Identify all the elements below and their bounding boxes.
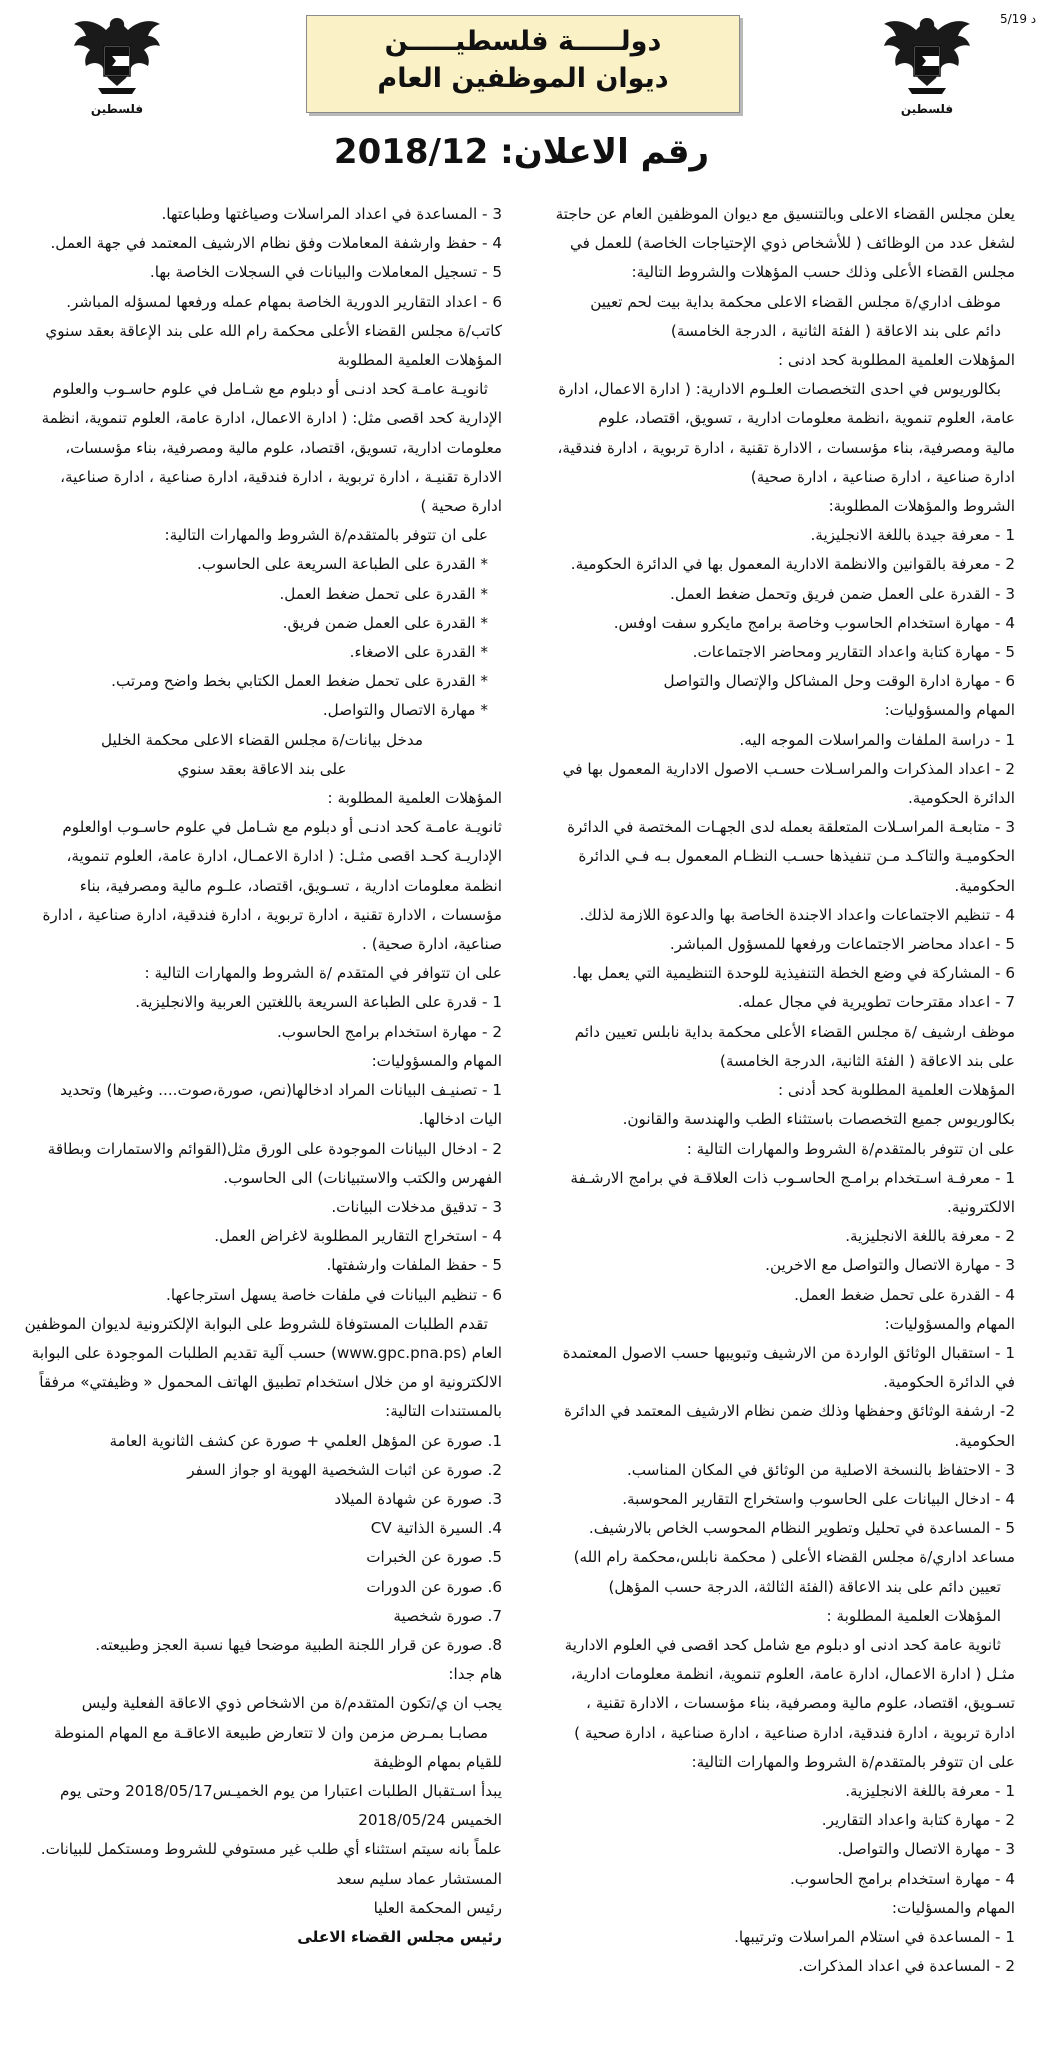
- announcement-number: رقم الاعلان: 2018/12: [333, 132, 710, 172]
- text-line: معلومات ادارية، تسويق، اقتصاد، علوم مالية ومصرفية، بناء مؤسسات،: [65, 438, 502, 457]
- text-line: 3 - مهارة الاتصال والتواصل مع الاخرين.: [765, 1256, 1015, 1275]
- text-line: الحكوميـة والتاكـد مـن تنفيذها حسـب النظـام المعمول بـه فـي الدائرة: [578, 847, 1015, 866]
- text-line: المهام والمسؤوليات:: [884, 1314, 1015, 1333]
- text-line: 7 - اعداد مقترحات تطويرية في مجال عمله.: [737, 993, 1015, 1012]
- text-line: المؤهلات العلمية المطلوبة: [337, 351, 502, 370]
- text-line: 2 - معرفة بالقوانين والانظمة الادارية المعمول بها في الدائرة الحكومية.: [570, 555, 1015, 574]
- text-line: رئيس المحكمة العليا: [373, 1898, 502, 1917]
- text-line: 6. صورة عن الدورات: [366, 1577, 502, 1596]
- text-line: ثانويـة عامـة كحد ادنـى أو دبلوم مع شـامل في علوم حاسـوب اوالعلوم: [62, 818, 502, 837]
- text-line: تعيين دائم على بند الاعاقة (الفئة الثالثة، الدرجة حسب المؤهل): [608, 1577, 1001, 1596]
- text-line: صناعية، ادارة صحية) .: [362, 935, 502, 954]
- text-line: مساعد اداري/ة مجلس القضاء الأعلى ( محكمة نابلس،محكمة رام الله): [573, 1548, 1015, 1567]
- text-line: على ان تتوافر في المتقدم /ة الشروط والمهارات التالية :: [144, 964, 502, 983]
- text-line: 4 - ادخال البيانات على الحاسوب واستخراج التقارير المحوسبة.: [622, 1489, 1015, 1508]
- text-line: 1 - معرفة باللغة الانجليزية.: [845, 1781, 1015, 1800]
- text-line: 1 - معرفة جيدة باللغة الانجليزية.: [810, 526, 1015, 545]
- text-line: * القدرة على تحمل ضغط العمل الكتابي بخط واضح ومرتب.: [111, 672, 488, 691]
- text-line: * القدرة على الطباعة السريعة على الحاسوب.: [196, 555, 488, 574]
- text-line: 2. صورة عن اثبات الشخصية الهوية او جواز السفر: [187, 1460, 502, 1479]
- text-line: مصابـا بمـرض مزمن وان لا تتعارض طبيعة الاعاقـة مع المهام المنوطة: [53, 1723, 488, 1742]
- right-column: [535, 200, 1015, 1981]
- text-line: 6 - المشاركة في وضع الخطة التنفيذية للوحدة التنظيمية التي يعمل بها.: [572, 964, 1015, 983]
- text-line: 4. السيرة الذاتية CV: [370, 1519, 502, 1538]
- text-line: * القدرة على العمل ضمن فريق.: [282, 613, 488, 632]
- text-line: المؤهلات العلمية المطلوبة :: [826, 1606, 1001, 1625]
- text-line: 1 - دراسة الملفات والمراسلات الموجه اليه.: [739, 730, 1015, 749]
- text-line: الدائرة الحكومية.: [907, 789, 1015, 808]
- text-line: 1 - تصنيـف البيانات المراد ادخالها(نص، صورة،صوت.... وغيرها) وتحديد: [60, 1081, 502, 1100]
- text-line: موظف ارشيف /ة مجلس القضاء الأعلى محكمة بداية نابلس تعيين دائم: [574, 1022, 1015, 1041]
- text-line: 2 - المساعدة في اعداد المذكرات.: [798, 1957, 1015, 1976]
- text-line: رئيس مجلس القضاء الاعلى: [297, 1927, 502, 1946]
- text-line: في الدائرة الحكومية.: [883, 1373, 1015, 1392]
- text-line: يعلن مجلس القضاء الاعلى وبالتنسيق مع ديوان الموظفين العام عن حاجتة: [555, 205, 1015, 223]
- text-line: 5 - المساعدة في تحليل وتطوير النظام المحوسب الخاص بالارشيف.: [588, 1519, 1015, 1538]
- text-line: 5 - مهارة كتابة واعداد التقارير ومحاضر الاجتماعات.: [692, 643, 1015, 662]
- text-line: مالية ومصرفية، بناء مؤسسات ، الادارة تقنية ، ادارة تربوية ، ادارة فندقية،: [557, 438, 1015, 457]
- text-line: عامة، العلوم تنموية ،انظمة معلومات ادارية ، تسويق، اقتصاد، علوم: [598, 409, 1015, 428]
- text-line: الحكومية.: [954, 876, 1015, 895]
- text-line: * القدرة على الاصغاء.: [349, 643, 488, 662]
- text-line: 6 - تنظيم البيانات في ملفات خاصة يسهل استرجاعها.: [166, 1285, 502, 1304]
- text-line: ادارة صناعية ، ادارة صناعية ، ادارة صحية): [750, 467, 1015, 486]
- text-line: كاتب/ة مجلس القضاء الأعلى محكمة رام الله على بند الإعاقة بعقد سنوي: [45, 321, 502, 340]
- text-line: 6 - مهارة ادارة الوقت وحل المشاكل والإتصال والتواصل: [663, 672, 1015, 691]
- text-line: 5 - تسجيل المعاملات والبيانات في السجلات الخاصة بها.: [149, 263, 502, 282]
- text-line: 2 - ادخال البيانات الموجودة على الورق مثل(القوائم والاستمارات وبطاقة: [47, 1139, 502, 1158]
- text-line: 4 - مهارة استخدام الحاسوب وخاصة برامج مايكرو سفت اوفس.: [613, 613, 1015, 632]
- text-line: 4 - تنظيم الاجتماعات واعداد الاجندة الخاصة بها والدعوة اللازمة لذلك.: [579, 905, 1015, 924]
- text-line: للقيام بمهام الوظيفة: [373, 1752, 502, 1771]
- text-line: 3 - متابعـة المراسـلات المتعلقة بعمله لدى الجهـات المختصة في الدائرة: [567, 818, 1015, 837]
- text-line: 8. صورة عن قرار اللجنة الطبية موضحا فيها نسبة العجز وطبيعته.: [95, 1635, 502, 1654]
- text-line: على ان تتوفر بالمتقدم/ة الشروط والمهارات التالية:: [164, 526, 488, 545]
- text-line: * مهارة الاتصال والتواصل.: [322, 701, 488, 720]
- text-line: 3 - الاحتفاظ بالنسخة الاصلية من الوثائق في المكان المناسب.: [626, 1460, 1015, 1479]
- text-line: 4 - حفظ وارشفة المعاملات وفق نظام الارشيف المعتمد في جهة العمل.: [50, 234, 502, 253]
- text-line: الإداريـة كحـد اقصى مثـل: ( ادارة الاعمـال، ادارة عامة، العلوم تنموية،: [66, 847, 502, 866]
- text-line: الخميس 2018/05/24: [358, 1811, 502, 1830]
- text-line: 3 - مهارة الاتصال والتواصل.: [837, 1840, 1015, 1859]
- text-line: 3 - المساعدة في اعداد المراسلات وصياغتها وطباعتها.: [161, 205, 502, 223]
- text-line: الالكترونية.: [947, 1197, 1015, 1216]
- text-line: 2 - مهارة استخدام برامج الحاسوب.: [276, 1022, 502, 1041]
- text-line: ادارة تربوية ، ادارة فندقية، ادارة صناعية ، ادارة صناعية ، ادارة صحية ): [574, 1723, 1015, 1742]
- text-line: مثـل ( ادارة الاعمال، ادارة عامة، العلوم تنموية، انظمة معلومات ادارية،: [570, 1665, 1015, 1684]
- text-line: الشروط والمؤهلات المطلوبة:: [828, 497, 1015, 516]
- text-line: دائم على بند الاعاقة ( الفئة الثانية ، الدرجة الخامسة): [670, 321, 1001, 340]
- text-line: 1. صورة عن المؤهل العلمي + صورة عن كشف الثانوية العامة: [109, 1431, 502, 1450]
- text-line: بكالوريوس في احدى التخصصات العلـوم الادارية: ( ادارة الاعمال، ادارة: [558, 380, 1001, 399]
- text-line: 4 - استخراج التقارير المطلوبة لاغراض العمل.: [214, 1227, 502, 1246]
- state-name: دولـــــة فلسطيـــــن: [384, 26, 662, 57]
- palestine-emblem-left: [68, 8, 166, 116]
- text-line: الإدارية كحد اقصى مثل: ( ادارة الاعمال، ادارة عامة، العلوم تنموية، انظمة: [41, 409, 502, 428]
- emblem-caption: فلسطين: [900, 102, 954, 116]
- palestine-emblem-right: [878, 8, 976, 116]
- text-line: موظف اداري/ة مجلس القضاء الاعلى محكمة بداية بيت لحم تعيين: [590, 292, 1001, 311]
- text-line: ثانويـة عامـة كحد ادنـى أو دبلوم مع شـامل في علوم حاسـوب والعلوم: [52, 380, 488, 399]
- text-line: 5 - حفظ الملفات وارشفتها.: [326, 1256, 502, 1275]
- text-line: 4 - مهارة استخدام برامج الحاسوب.: [789, 1869, 1015, 1888]
- text-line: المستشار عماد سليم سعد: [336, 1869, 502, 1888]
- text-line: مجلس القضاء الأعلى وذلك حسب المؤهلات والشروط التالية:: [631, 263, 1015, 282]
- text-line: يجب ان ي/تكون المتقدم/ة من الاشخاص ذوي الاعاقة الفعلية وليس: [81, 1694, 502, 1713]
- bureau-name: ديوان الموظفين العام: [377, 63, 669, 94]
- text-line: الفهرس والكتب والاستبيانات) الى الحاسوب.: [223, 1168, 502, 1187]
- text-line: * القدرة على تحمل ضغط العمل.: [279, 584, 488, 603]
- text-line: المؤهلات العلمية المطلوبة :: [327, 789, 502, 808]
- text-line: على ان تتوفر بالمتقدم/ة الشروط والمهارات التالية :: [686, 1139, 1015, 1158]
- text-line: علماً بانه سيتم استثناء أي طلب غير مستوفي للشروط ومستكمل للبيانات.: [40, 1840, 502, 1859]
- text-line: 2 - مهارة كتابة واعداد التقارير.: [821, 1811, 1015, 1830]
- text-line: هام جدا:: [448, 1665, 502, 1684]
- text-line: المؤهلات العلمية المطلوبة كحد أدنى :: [777, 1081, 1015, 1100]
- left-column: [22, 200, 502, 1952]
- text-line: مدخل بيانات/ة مجلس القضاء الاعلى محكمة الخليل: [100, 730, 424, 749]
- eagle-emblem-icon: [68, 8, 166, 100]
- text-line: 1 - المساعدة في استلام المراسلات وترتيبها.: [734, 1927, 1015, 1946]
- text-line: 3. صورة عن شهادة الميلاد: [334, 1489, 502, 1508]
- text-line: 2 - معرفة باللغة الانجليزية.: [845, 1227, 1015, 1246]
- text-line: العام (www.gpc.pna.ps) حسب آلية تقديم الطلبات الموجودة على البوابة: [31, 1343, 502, 1362]
- text-line: 6 - اعداد التقارير الدورية الخاصة بمهام عمله ورفعها لمسؤله المباشر.: [66, 292, 502, 311]
- text-line: تقدم الطلبات المستوفاة للشروط على البوابة الإلكترونية لديوان الموظفين: [24, 1314, 488, 1333]
- text-line: المهام والمسؤوليات:: [371, 1051, 502, 1070]
- text-line: لشغل عدد من الوظائف ( للأشخاص ذوي الإحتياجات الخاصة) للعمل في: [569, 234, 1015, 253]
- text-line: اليات ادخالها.: [418, 1110, 502, 1129]
- text-line: 1 - استقبال الوثائق الواردة من الارشيف وتبويبها حسب الاصول المعتمدة: [562, 1343, 1015, 1362]
- emblem-caption: فلسطين: [90, 102, 144, 116]
- text-line: على ان تتوفر بالمتقدم/ة الشروط والمهارات التالية:: [691, 1752, 1015, 1771]
- text-line: 2 - اعداد المذكرات والمراسـلات حسـب الاصول الادارية المعمول بها في: [562, 759, 1015, 778]
- text-line: تسـويق، اقتصاد، علوم مالية ومصرفية، بناء مؤسسات ، الادارة تقنية ،: [586, 1694, 1015, 1713]
- page-reference: 5/19 د: [1000, 12, 1037, 26]
- text-line: 1 - معرفـة اسـتخدام برامـج الحاسـوب ذات العلاقـة في برامج الارشـفة: [570, 1168, 1015, 1187]
- text-line: ثانوية عامة كحد ادنى او دبلوم مع شامل كحد اقصى في العلوم الادارية: [564, 1635, 1001, 1654]
- text-line: الحكومية.: [954, 1431, 1015, 1450]
- header-box: [306, 15, 740, 113]
- text-line: 3 - تدقيق مدخلات البيانات.: [331, 1197, 502, 1216]
- text-line: 7. صورة شخصية: [393, 1606, 502, 1625]
- text-line: يبدأ اسـتقبال الطلبات اعتبارا من يوم الخميـس2018/05/17 وحتى يوم: [60, 1781, 502, 1800]
- text-line: 3 - القدرة على العمل ضمن فريق وتحمل ضغط العمل.: [670, 584, 1015, 603]
- text-line: المهام والمسؤليات:: [891, 1898, 1015, 1917]
- text-line: المهام والمسؤوليات:: [884, 701, 1015, 720]
- text-line: مؤسسات ، الادارة تقنية ، ادارة تربوية ، ادارة فندقية، ادارة صناعية ، ادارة: [42, 905, 502, 924]
- text-line: على بند الاعاقة ( الفئة الثانية، الدرجة الخامسة): [719, 1051, 1015, 1070]
- text-line: 5 - اعداد محاضر الاجتماعات ورفعها للمسؤول المباشر.: [669, 935, 1015, 954]
- text-line: 5. صورة عن الخبرات: [366, 1548, 502, 1567]
- text-line: انظمة معلومات ادارية ، تسـويق، اقتصاد، علـوم مالية ومصرفية، بناء: [79, 876, 502, 895]
- text-line: على بند الاعاقة بعقد سنوي: [177, 759, 347, 778]
- text-line: المؤهلات العلمية المطلوبة كحد ادنى :: [777, 351, 1015, 370]
- text-line: 2- ارشفة الوثائق وحفظها وذلك ضمن نظام الارشيف المعتمد في الدائرة: [564, 1402, 1015, 1421]
- text-line: بكالوريوس جميع التخصصات باستثناء الطب والهندسة والقانون.: [622, 1110, 1015, 1129]
- text-line: 4 - القدرة على تحمل ضغط العمل.: [794, 1285, 1015, 1304]
- text-line: ادارة صحية ): [420, 497, 502, 516]
- eagle-emblem-icon: [878, 8, 976, 100]
- text-line: الالكترونية او من خلال استخدام تطبيق الهاتف المحمول « وظيفتي» مرفقاً: [39, 1373, 502, 1392]
- text-line: الادارة تقنيـة ، ادارة تربوية ، ادارة فندقية، ادارة صناعية ، ادارة صناعية،: [60, 467, 502, 486]
- text-line: بالمستندات التالية:: [385, 1402, 502, 1421]
- text-line: 1 - قدرة على الطباعة السريعة باللغتين العربية والانجليزية.: [135, 993, 502, 1012]
